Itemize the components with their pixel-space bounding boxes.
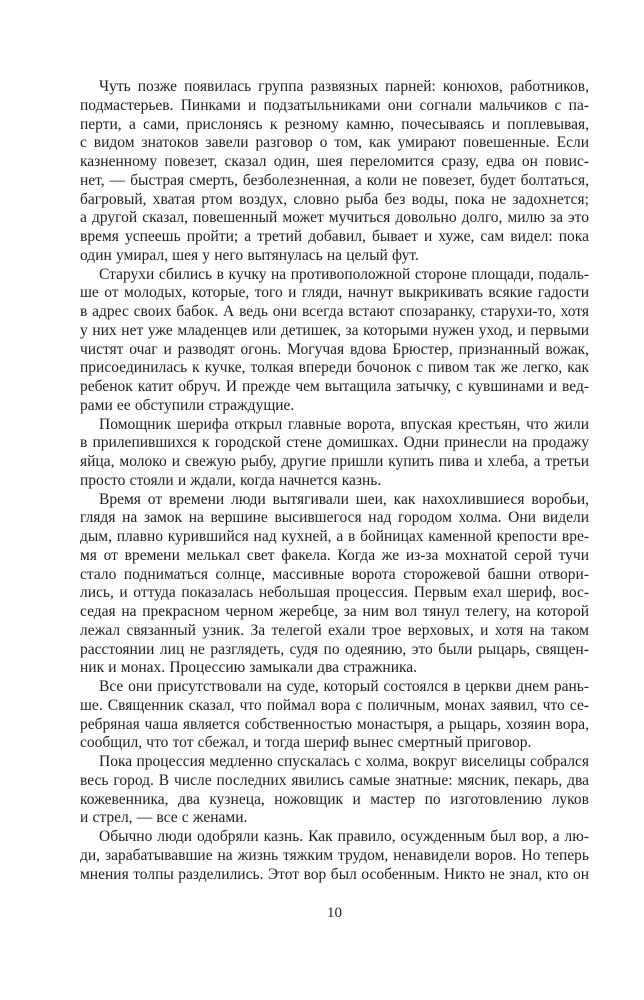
text-line: багровый, хватая ртом воздух, словно рыба без воды, пока не задохнется;: [80, 190, 589, 208]
text-line: чистят очаг и разводят огонь. Могучая вдова Брюстер, признанный вожак,: [80, 340, 589, 358]
text-line: Обычно люди одобряли казнь. Как правило, осужденным был вор, а лю-: [99, 828, 589, 845]
text-line: стало подниматься солнце, массивные ворота сторожевой башни отвори-: [80, 565, 589, 583]
text-line: Время от времени люди вытягивали шеи, как нахохлившиеся воробьи,: [99, 490, 589, 508]
paragraph: [80, 416, 589, 491]
text-line: перти, а сами, прислонясь к резному камню, почесываясь и поплевывая,: [80, 115, 589, 133]
text-line: весь город. В числе последних явились самые знатные: мясник, пекарь, два: [80, 771, 589, 789]
paragraph: [80, 678, 589, 753]
text-line: лежал связанный узник. За телегой ехали трое верховых, и хотя на таком: [80, 621, 589, 639]
text-line: Чуть позже появилась группа развязных парней: конюхов, работников,: [99, 78, 589, 95]
text-line: в адрес своих бабок. А ведь они всегда встают спозаранку, старухи-то, хотя: [80, 303, 589, 320]
text-line: присоединилась к кучке, толкая впереди бочонок с пивом так же легко, как: [80, 359, 589, 377]
text-line: время успеешь пройти; а третий добавил, бывает и хуже, сам видел: пока: [80, 228, 589, 245]
text-line: мнения толпы разделились. Этот вор был особенным. Никто не знал, кто он: [80, 865, 589, 883]
paragraph: [80, 78, 589, 266]
text-line: с видом знатоков завели разговор о том, как умирают повешенные. Если: [80, 134, 589, 152]
text-line: у них нет уже младенцев или детишек, за которыми нужен уход, и первыми: [80, 321, 589, 339]
text-line: ник и монах. Процессию замыкали два стражника.: [80, 659, 418, 677]
text-line: в прилепившихся к городской стене домишках. Одни принесли на продажу: [80, 434, 589, 452]
paragraph: [80, 828, 589, 884]
paragraph: [80, 266, 589, 416]
paragraph: [80, 753, 589, 828]
text-line: Все они присутствовали на суде, который состоялся в церкви днем рань-: [99, 678, 589, 695]
paragraph: [80, 491, 589, 679]
text-line: ше от молодых, которые, того и гляди, начнут выкрикивать всякие гадости: [80, 284, 589, 302]
text-line: расстоянии лиц не разглядеть, судя по одеянию, это были рыцарь, священ-: [80, 640, 589, 658]
text-line: а другой сказал, повешенный может мучиться довольно долго, милю за это: [80, 209, 589, 227]
text-line: ребенок катит обруч. И прежде чем вытащила затычку, с кувшинами и вед-: [80, 378, 589, 395]
text-line: Пока процессия медленно спускалась с холма, вокруг виселицы собрался: [99, 753, 589, 770]
page-number: 10: [327, 905, 342, 921]
text-line: сообщил, что тот сбежал, и тогда шериф вынес смертный приговор.: [80, 734, 532, 752]
text-line: просто стояли и ждали, когда начнется казнь.: [80, 471, 382, 489]
text-line: казненному повезет, сказал один, шея переломится сразу, едва он повис-: [80, 153, 589, 170]
text-line: рами ее обступили страждущие.: [80, 396, 295, 414]
text-line: глядя на замок на вершине высившегося над городом холма. Они видели: [80, 509, 589, 527]
text-line: Помощник шерифа открыл главные ворота, впуская крестьян, что жили: [99, 415, 589, 433]
text-line: лись, и оттуда показалась небольшая процессия. Первым ехал шериф, вос-: [80, 584, 589, 602]
text-line: ше. Священник сказал, что поймал вора с поличным, монах заявил, что се-: [80, 696, 589, 714]
text-line: дым, плавно курившийся над кухней, а в бойницах каменной крепости вре-: [80, 528, 589, 545]
text-line: мя от времени мелькал свет факела. Когда же из-за мохнатой серой тучи: [80, 546, 589, 564]
text-line: седая на прекрасном черном жеребце, за ним вол тянул телегу, на которой: [80, 603, 589, 620]
text-line: яйца, молоко и свежую рыбу, другие пришли купить пива и хлеба, а третьи: [80, 453, 589, 470]
text-line: кожевенника, два кузнеца, ножовщик и мастер по изготовлению луков: [80, 790, 589, 808]
text-line: ди, зарабатывавшие на жизнь тяжким трудом, ненавидели воров. Но теперь: [80, 846, 589, 864]
text-line: и стрел, — все с женами.: [80, 809, 248, 827]
text-block: [80, 78, 589, 884]
text-line: подмастерьев. Пинками и подзатыльниками они согнали мальчиков с па-: [80, 96, 589, 114]
text-line: Старухи сбились в кучку на противоположной стороне площади, подаль-: [99, 265, 589, 283]
text-line: нет, — быстрая смерть, безболезненная, а коли не повезет, будет болтаться,: [80, 171, 589, 189]
text-line: ребряная чаша является собственностью монастыря, а рыцарь, хозяин вора,: [80, 715, 589, 733]
text-line: один умирал, шея у него вытянулась на целый фут.: [80, 246, 419, 264]
